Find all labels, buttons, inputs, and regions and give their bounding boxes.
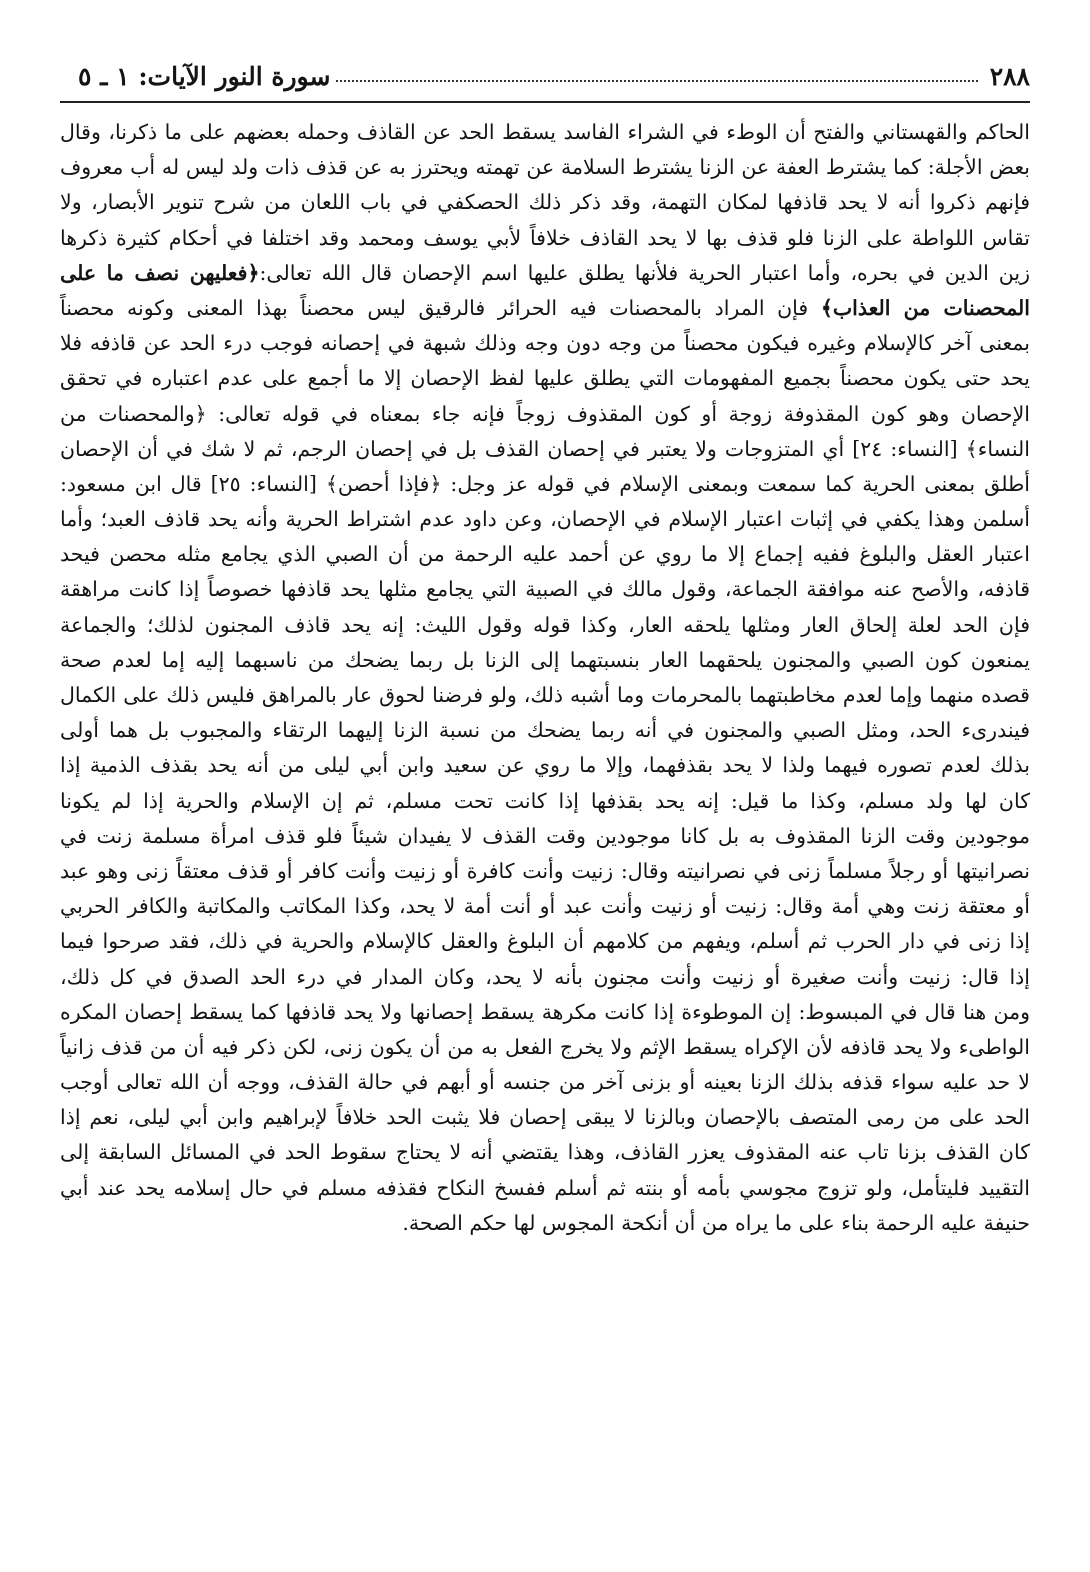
line-text: يحد حتى يكون محصناً بجميع المفهومات التي يطلق عليها لفظ الإحصان إلا ما أجمع على عدم اعتباره في تحقق <box>60 366 1030 391</box>
line-text: أو معتقة زنت وهي أمة وقال: زنيت أو زنيت وأنت عبد أو أنت أمة لا يحد، وكذا المكاتب والمكاتبة والكافر الحربي <box>60 894 1030 919</box>
line-text: موجودين وقت الزنا المقذوف به بل كانا موجودين وقت القذف لا يفيدان شيئاً فلو قذف امرأة مسلمة زنت في <box>60 823 1030 848</box>
line-text: لا حد عليه سواء قذفه بذلك الزنا بعينه أو بزنى آخر من جنسه أو أبهم في حالة القذف، ووجه أن الله تعالى أوجب <box>60 1070 1030 1095</box>
line-text: تقاس اللواطة على الزنا فلو قذف بها لا يحد القاذف خلافاً لأبي يوسف ومحمد وقد اختلفا في أحكام كثيرة ذكرها <box>60 225 1030 250</box>
text-line <box>60 608 1030 643</box>
line-text: الحد على من رمى المتصف بالإحصان وبالزنا لا يبقى إحصان فلا يثبت الحد خلافاً لإبراهيم وابن أبي ليلى، نعم إذا <box>60 1105 1030 1130</box>
line-text: فإن المراد بالمحصنات فيه الحرائر فالرقيق ليس محصناً بهذا المعنى وكونه محصناً <box>60 295 821 320</box>
page-number: ٢٨٨ <box>989 61 1030 91</box>
text-line <box>60 432 1030 467</box>
text-line <box>60 889 1030 924</box>
line-text: بذلك لعدم تصوره فيهما ولذا لا يحد بقذفهما، وإلا ما روي عن سعيد وابن أبي ليلى من أنه يحد بقذف الذمية إذا <box>60 753 1030 778</box>
text-body <box>60 115 1030 1241</box>
line-text: بمعنى آخر كالإسلام وغيره فيكون محصناً من وجه دون وجه وذلك شبهة في إحصانه فوجب درء الحد عن قاذفه فلا <box>60 331 1030 356</box>
line-text: النساء﴾ [النساء: ٢٤] أي المتزوجات ولا يعتبر في إحصان القذف بل في إحصان الرجم، ثم لا شك في أن الإحصان <box>60 436 1030 461</box>
text-line <box>60 1100 1030 1135</box>
quran-verse: ﴿فعليهن نصف ما على <box>60 260 260 285</box>
line-text: بعض الأجلة: كما يشترط العفة عن الزنا يشترط السلامة عن تهمته ويحترز به عن قذف ذات ولد ليس له أب معروف <box>60 155 1030 180</box>
line-text: ومن هنا قال في المبسوط: إن الموطوءة إذا كانت مكرهة يسقط إحصانها ولا يحد قاذفها كما يسقط إحصان المكره <box>60 999 1030 1024</box>
text-line <box>60 924 1030 959</box>
line-text: كان القذف بزنا تاب عنه المقذوف يعزر القاذف، وهذا يقتضي أنه لا يحتاج سقوط الحد في المسائل السابقة إلى <box>60 1140 1030 1165</box>
line-text: الواطىء ولا يحد قاذفه لأن الإكراه يسقط الإثم ولا يخرج الفعل به من أن يكون زنى، لكن ذكر فيه أن من قذف زانياً <box>60 1034 1030 1059</box>
running-header <box>78 56 1030 96</box>
chapter-title: سورة النور الآيات: ١ ـ ٥ <box>78 61 331 91</box>
line-text: إذا زنى في دار الحرب ثم أسلم، ويفهم من كلامهم أن البلوغ والعقل كالإسلام والحرية في ذلك، فقد صرحوا فيما <box>60 929 1030 954</box>
text-line <box>60 115 1030 150</box>
line-text: فإن الحد لعلة إلحاق العار ومثلها يلحقه العار، وكذا قوله وقول الليث: إنه يحد قاذف المجنون لذلك؛ والجماعة <box>60 612 1030 637</box>
text-line <box>60 1206 1030 1241</box>
text-line <box>60 819 1030 854</box>
line-text: التقييد فليتأمل، ولو تزوج مجوسي بأمه أو بنته ثم أسلم ففسخ النكاح فقذفه مسلم في حال إسلامه يحد عند أبي <box>60 1175 1030 1200</box>
text-line <box>60 502 1030 537</box>
line-text: قاذفه، والأصح عنه موافقة الجماعة، وقول مالك في الصبية التي يجامع مثلها يحد قاذفها خصوصاً إذا كانت مراهقة <box>60 577 1030 602</box>
line-text: اعتبار العقل والبلوغ ففيه إجماع إلا ما روي عن أحمد عليه الرحمة من أن الصبي الذي يجامع مثله محصن فيحد <box>60 542 1030 567</box>
text-line <box>60 572 1030 607</box>
line-text: قصده منهما وإما لعدم مخاطبتهما بالمحرمات وما أشبه ذلك، ولو فرضنا لحوق عار بالمراهق فليس ذلك على الكمال <box>60 683 1030 707</box>
line-text: فإنهم ذكروا أنه لا يحد قاذفها لمكان التهمة، وقد ذكر ذلك الحصكفي في باب اللعان من شرح تنوير الأبصار، ولا <box>60 190 1030 215</box>
line-text: زين الدين في بحره، وأما اعتبار الحرية فلأنها يطلق عليها اسم الإحصان قال الله تعالى: <box>259 260 1030 285</box>
text-line <box>60 185 1030 220</box>
line-text: أسلمن وهذا يكفي في إثبات اعتبار الإسلام في الإحصان، وعن داود عدم اشتراط الحرية وأنه يحد قاذف العبد؛ وأما <box>60 507 1030 532</box>
text-line <box>60 784 1030 819</box>
line-text: حنيفة عليه الرحمة بناء على ما يراه من أن أنكحة المجوس لها حكم الصحة. <box>402 1210 1030 1235</box>
text-line <box>60 397 1030 432</box>
text-line <box>60 1135 1030 1170</box>
line-text: نصرانيتها أو رجلاً مسلماً زنى في نصرانيته وقال: زنيت وأنت كافرة أو زنيت وأنت كافر أو قذف معتقاً زنى وهو عبد <box>60 858 1030 883</box>
text-line <box>60 960 1030 995</box>
line-text: فيندرىء الحد، ومثل الصبي والمجنون في أنه ربما يضحك من نسبة الزنا إليهما الرتقاء والمجبوب بل هما أولى <box>60 718 1030 743</box>
text-line <box>60 678 1030 713</box>
line-text: الإحصان وهو كون المقذوفة زوجة أو كون المقذوف زوجاً فإنه جاء بمعناه في قوله تعالى: ﴿والمحصنات من <box>60 401 1030 426</box>
quran-verse: المحصنات من العذاب﴾ <box>820 295 1030 320</box>
text-line <box>60 713 1030 748</box>
line-text: الحاكم والقهستاني والفتح أن الوطء في الشراء الفاسد يسقط الحد عن القاذف وحمله بعضهم على ما ذكرنا، وقال <box>60 120 1030 144</box>
text-line <box>60 537 1030 572</box>
text-line <box>60 361 1030 396</box>
text-line <box>60 1171 1030 1206</box>
line-text: أطلق بمعنى الحرية كما سمعت وبمعنى الإسلام في قوله عز وجل: ﴿فإذا أحصن﴾ [النساء: ٢٥] قال ابن مسعود: <box>60 471 1030 496</box>
text-line <box>60 1065 1030 1100</box>
text-line <box>60 1030 1030 1065</box>
text-line <box>60 221 1030 256</box>
text-line <box>60 256 1030 291</box>
text-line <box>60 643 1030 678</box>
text-line <box>60 995 1030 1030</box>
header-leader-dots <box>336 80 977 82</box>
text-line <box>60 467 1030 502</box>
text-line <box>60 854 1030 889</box>
text-line <box>60 748 1030 783</box>
text-line <box>60 150 1030 185</box>
line-text: إذا قال: زنيت وأنت صغيرة أو زنيت وأنت مجنون بأنه لا يحد، وكان المدار في درء الحد الصدق في كل ذلك، <box>60 964 1030 989</box>
header-rule <box>60 101 1030 103</box>
text-line <box>60 326 1030 361</box>
line-text: كان لها ولد مسلم، وكذا ما قيل: إنه يحد بقذفها إذا كانت تحت مسلم، ثم إن الإسلام والحرية إذا لم يكونا <box>60 788 1030 813</box>
text-line <box>60 291 1030 326</box>
line-text: يمنعون كون الصبي والمجنون يلحقهما العار بنسبتهما إلى الزنا بل ربما يضحك من ناسبهما إليه إما لعدم صحة <box>60 647 1030 672</box>
